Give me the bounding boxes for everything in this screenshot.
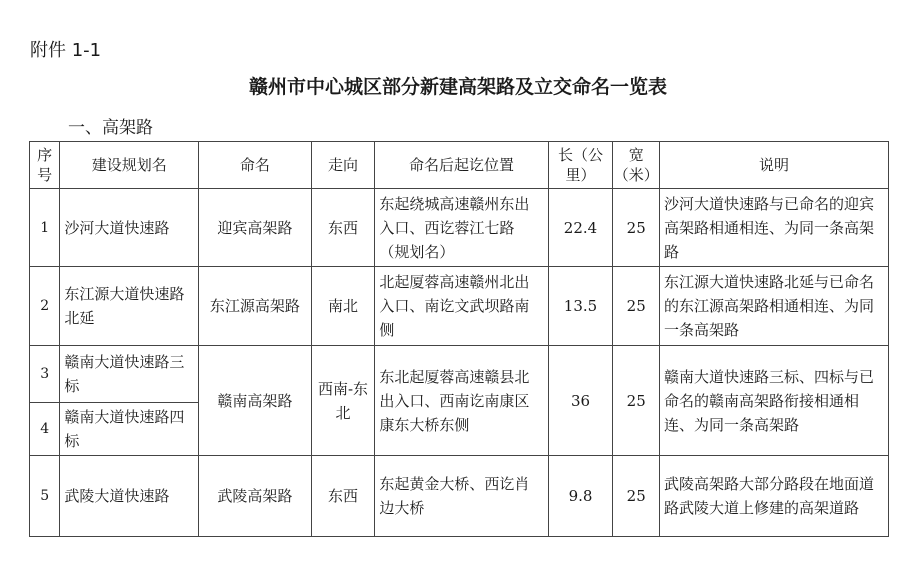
header-seq: 序号 bbox=[30, 142, 60, 189]
cell-start-end: 北起厦蓉高速赣州北出入口、南讫文武坝路南侧 bbox=[375, 267, 548, 346]
cell-seq: 4 bbox=[30, 403, 60, 456]
cell-width: 25 bbox=[613, 456, 660, 537]
cell-length: 9.8 bbox=[548, 456, 613, 537]
header-start-end: 命名后起讫位置 bbox=[375, 142, 548, 189]
header-name: 命名 bbox=[199, 142, 311, 189]
table-row bbox=[30, 189, 889, 267]
cell-note: 沙河大道快速路与已命名的迎宾高架路相通相连、为同一条高架路 bbox=[660, 189, 889, 267]
cell-start-end: 东北起厦蓉高速赣县北出入口、西南讫南康区康东大桥东侧 bbox=[375, 346, 548, 456]
overpass-table bbox=[29, 141, 889, 537]
table-row bbox=[30, 456, 889, 537]
header-width: 宽（米） bbox=[613, 142, 660, 189]
cell-name: 武陵高架路 bbox=[199, 456, 311, 537]
document-title: 赣州市中心城区部分新建高架路及立交命名一览表 bbox=[248, 76, 667, 98]
cell-name: 赣南高架路 bbox=[199, 346, 311, 456]
cell-width: 25 bbox=[613, 346, 660, 456]
cell-length: 36 bbox=[548, 346, 613, 456]
cell-note: 赣南大道快速路三标、四标与已命名的赣南高架路衔接相通相连、为同一条高架路 bbox=[660, 346, 889, 456]
cell-width: 25 bbox=[613, 267, 660, 346]
table-row bbox=[30, 346, 889, 403]
header-direction: 走向 bbox=[311, 142, 375, 189]
table-header-row bbox=[30, 142, 889, 189]
cell-plan-name: 赣南大道快速路三标 bbox=[60, 346, 199, 403]
cell-note: 武陵高架路大部分路段在地面道路武陵大道上修建的高架道路 bbox=[660, 456, 889, 537]
cell-length: 22.4 bbox=[548, 189, 613, 267]
cell-width: 25 bbox=[613, 189, 660, 267]
header-note: 说明 bbox=[660, 142, 889, 189]
cell-plan-name: 沙河大道快速路 bbox=[60, 189, 199, 267]
cell-direction: 西南-东北 bbox=[311, 346, 375, 456]
section-heading: 一、高架路 bbox=[68, 118, 153, 138]
cell-note: 东江源大道快速路北延与已命名的东江源高架路相通相连、为同一条高架路 bbox=[660, 267, 889, 346]
table-row bbox=[30, 267, 889, 346]
cell-start-end: 东起黄金大桥、西讫肖边大桥 bbox=[375, 456, 548, 537]
header-plan-name: 建设规划名 bbox=[60, 142, 199, 189]
cell-direction: 东西 bbox=[311, 189, 375, 267]
cell-plan-name: 武陵大道快速路 bbox=[60, 456, 199, 537]
header-length: 长（公里） bbox=[548, 142, 613, 189]
cell-name: 东江源高架路 bbox=[199, 267, 311, 346]
attachment-label: 附件 1-1 bbox=[30, 40, 102, 61]
cell-direction: 南北 bbox=[311, 267, 375, 346]
cell-seq: 5 bbox=[30, 456, 60, 537]
cell-start-end: 东起绕城高速赣州东出入口、西讫蓉江七路（规划名） bbox=[375, 189, 548, 267]
cell-seq: 2 bbox=[30, 267, 60, 346]
cell-seq: 3 bbox=[30, 346, 60, 403]
cell-name: 迎宾高架路 bbox=[199, 189, 311, 267]
cell-seq: 1 bbox=[30, 189, 60, 267]
cell-length: 13.5 bbox=[548, 267, 613, 346]
cell-direction: 东西 bbox=[311, 456, 375, 537]
cell-plan-name: 赣南大道快速路四标 bbox=[60, 403, 199, 456]
cell-plan-name: 东江源大道快速路北延 bbox=[60, 267, 199, 346]
